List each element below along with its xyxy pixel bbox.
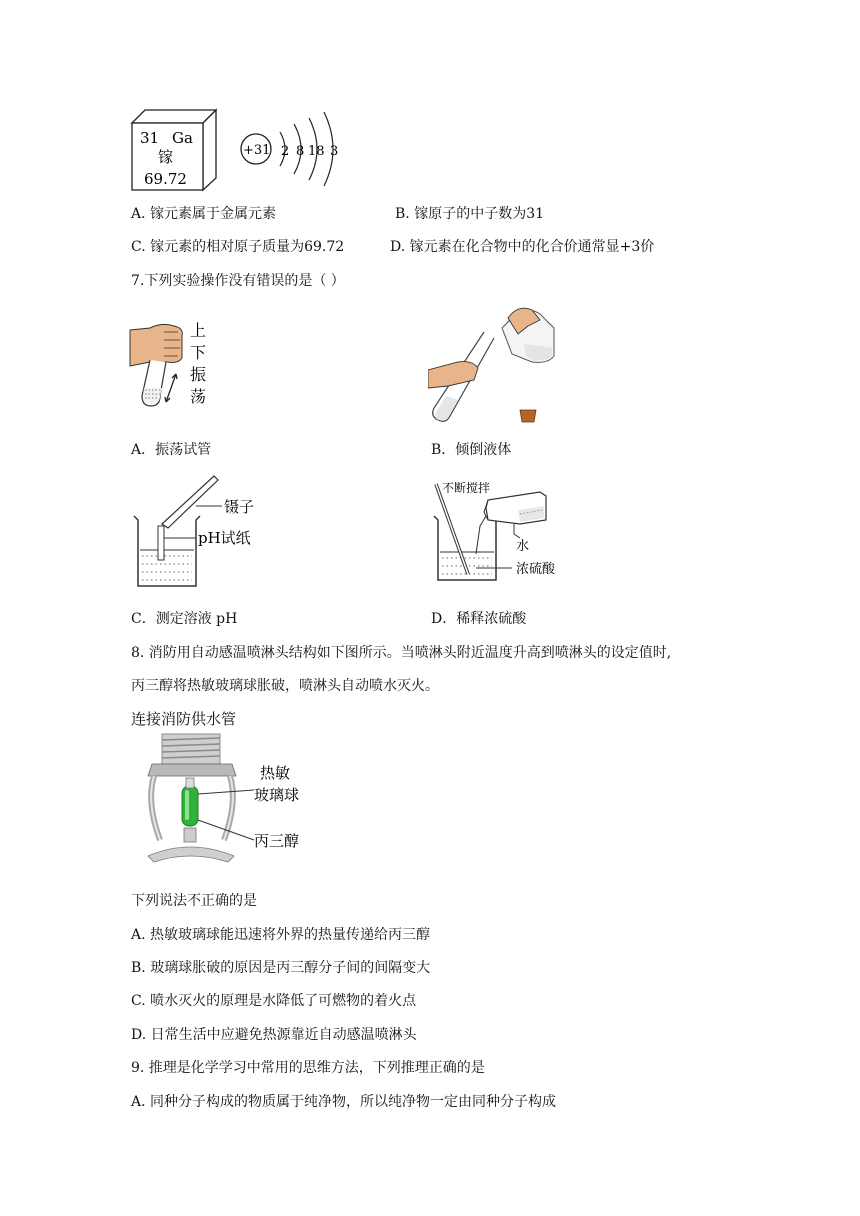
q7-stem: 7.下列实验操作没有错误的是（ ） xyxy=(131,273,345,289)
sprinkler-label-liquid: 丙三醇 xyxy=(254,832,300,850)
q7-figure-b-pour-liquid xyxy=(428,304,568,428)
q7-figure-a-shake-tube xyxy=(128,318,223,412)
q8-option-b: B. 玻璃球胀破的原因是丙三醇分子间的间隔变大 xyxy=(131,960,431,976)
q8-option-d: D. 日常生活中应避免热源靠近自动感温喷淋头 xyxy=(131,1027,417,1043)
q8-option-c: C. 喷水灭火的原理是水降低了可燃物的着火点 xyxy=(131,993,417,1009)
q8-question: 下列说法不正确的是 xyxy=(131,893,257,909)
shell-4-count: 3 xyxy=(330,144,339,159)
sprinkler-label-bulb-1: 热敏 xyxy=(260,764,291,782)
element-card-figure xyxy=(128,106,223,192)
fig-a-label-1: 上 xyxy=(190,321,207,340)
element-symbol: Ga xyxy=(172,129,193,147)
q8-option-a: A. 热敏玻璃球能迅速将外界的热量传递给丙三醇 xyxy=(131,927,431,943)
nucleus-charge: +31 xyxy=(243,143,271,158)
q9-option-a: A. 同种分子构成的物质属于纯净物，所以纯净物一定由同种分子构成 xyxy=(131,1094,557,1110)
q7-option-b: B．倾倒液体 xyxy=(431,442,512,458)
q9-stem: 9. 推理是化学学习中常用的思维方法，下列推理正确的是 xyxy=(131,1060,485,1076)
element-name: 镓 xyxy=(158,148,174,166)
shell-2-count: 8 xyxy=(296,144,305,159)
fig-d-label-water: 水 xyxy=(516,539,530,554)
fig-d-label-stir: 不断搅拌 xyxy=(442,481,491,495)
q8-stem-line1: 8. 消防用自动感温喷淋头结构如下图所示。当喷淋头附近温度升高到喷淋头的设定值时, xyxy=(131,645,672,661)
q8-sprinkler-figure xyxy=(140,732,310,868)
q7-option-c: C．测定溶液 pH xyxy=(131,611,238,627)
sprinkler-label-bulb-2: 玻璃球 xyxy=(254,786,300,804)
q6-option-c: C. 镓元素的相对原子质量为69.72 xyxy=(131,239,345,255)
q6-option-b: B. 镓原子的中子数为31 xyxy=(395,206,545,222)
fig-a-label-3: 振 xyxy=(190,365,207,384)
q7-option-d: D．稀释浓硫酸 xyxy=(431,611,527,627)
q7-option-a: A．振荡试管 xyxy=(131,442,212,458)
q6-option-a: A. 镓元素属于金属元素 xyxy=(131,206,277,222)
fig-c-label-paper: pH试纸 xyxy=(198,529,251,547)
fig-c-label-tweezers: 镊子 xyxy=(224,498,255,516)
fig-a-label-4: 荡 xyxy=(190,387,207,406)
q7-figure-d-dilute-acid xyxy=(428,470,578,594)
shell-3-count: 18 xyxy=(308,144,325,159)
atom-structure-diagram xyxy=(236,108,346,192)
q6-option-d: D. 镓元素在化合物中的化合价通常显+3价 xyxy=(390,239,655,255)
fig-a-label-2: 下 xyxy=(190,343,207,362)
q8-stem-line2: 丙三醇将热敏玻璃球胀破，喷淋头自动喷水灭火。 xyxy=(131,678,439,694)
q7-figure-c-measure-ph xyxy=(128,470,268,594)
element-mass: 69.72 xyxy=(144,170,187,188)
shell-1-count: 2 xyxy=(281,144,290,159)
q8-figure-caption: 连接消防供水管 xyxy=(131,710,237,728)
element-number: 31 xyxy=(140,129,160,147)
fig-d-label-acid: 浓硫酸 xyxy=(516,562,556,577)
